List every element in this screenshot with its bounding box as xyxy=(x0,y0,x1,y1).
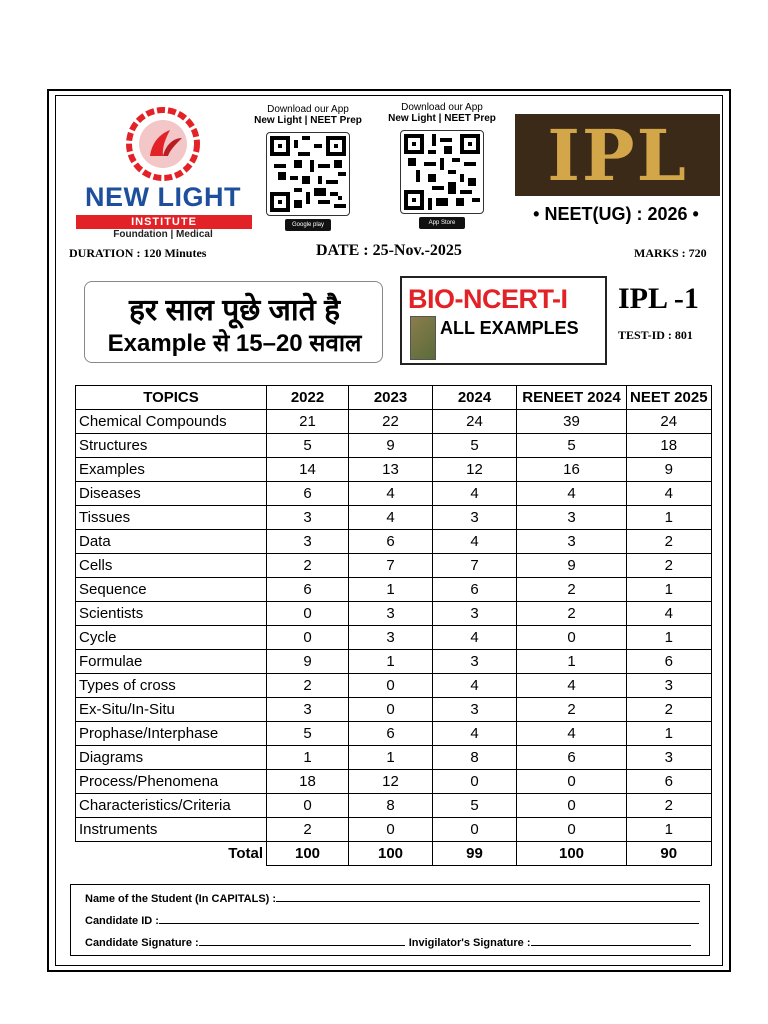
topic-name-cell: Instruments xyxy=(76,818,267,842)
topic-name-cell: Structures xyxy=(76,434,267,458)
topic-count-cell: 6 xyxy=(627,650,712,674)
topic-count-cell: 6 xyxy=(349,722,433,746)
topic-count-cell: 0 xyxy=(349,698,433,722)
topic-count-cell: 3 xyxy=(627,746,712,770)
topic-count-cell: 4 xyxy=(433,674,517,698)
topic-count-cell: 0 xyxy=(349,818,433,842)
topic-count-cell: 4 xyxy=(349,482,433,506)
topic-count-cell: 1 xyxy=(267,746,349,770)
topic-name-cell: Data xyxy=(76,530,267,554)
topic-count-cell: 1 xyxy=(627,818,712,842)
neet-exam-label: • NEET(UG) : 2026 • xyxy=(533,204,699,224)
invigilator-signature-label: Invigilator's Signature : xyxy=(408,937,531,949)
invigilator-signature-line[interactable] xyxy=(531,935,691,946)
new-light-logo xyxy=(70,104,256,238)
topic-count-cell: 1 xyxy=(349,578,433,602)
table-body xyxy=(76,410,712,842)
student-name-line[interactable] xyxy=(276,891,700,902)
qr-code-icon[interactable] xyxy=(266,132,350,216)
topic-name-cell: Ex-Situ/In-Situ xyxy=(76,698,267,722)
table-row xyxy=(76,770,712,794)
topic-name-cell: Prophase/Interphase xyxy=(76,722,267,746)
topic-count-cell: 4 xyxy=(627,482,712,506)
topic-name-cell: Chemical Compounds xyxy=(76,410,267,434)
topic-count-cell: 9 xyxy=(517,554,627,578)
table-row xyxy=(76,650,712,674)
hindi-banner-line2: Example से 15–20 सवाल xyxy=(107,330,362,357)
topic-count-cell: 6 xyxy=(267,482,349,506)
topic-name-cell: Sequence xyxy=(76,578,267,602)
topic-count-cell: 5 xyxy=(517,434,627,458)
topic-count-cell: 0 xyxy=(267,602,349,626)
total-cell: 100 xyxy=(267,842,349,866)
topic-count-cell: 6 xyxy=(433,578,517,602)
test-id-label: TEST-ID : 801 xyxy=(618,328,693,342)
topic-name-cell: Types of cross xyxy=(76,674,267,698)
topic-count-cell: 13 xyxy=(349,458,433,482)
total-cell: 90 xyxy=(627,842,712,866)
topic-count-cell: 1 xyxy=(627,722,712,746)
topic-count-cell: 8 xyxy=(433,746,517,770)
logo-institute-bar: INSTITUTE xyxy=(76,215,252,229)
table-row xyxy=(76,458,712,482)
topic-count-cell: 5 xyxy=(433,794,517,818)
topic-name-cell: Tissues xyxy=(76,506,267,530)
book-cover-icon xyxy=(410,316,436,360)
topic-count-cell: 6 xyxy=(517,746,627,770)
table-row xyxy=(76,698,712,722)
table-total-row xyxy=(76,842,712,866)
topic-count-cell: 5 xyxy=(433,434,517,458)
table-row xyxy=(76,794,712,818)
topic-count-cell: 18 xyxy=(267,770,349,794)
qr-download-label: Download our App xyxy=(401,102,483,113)
topic-count-cell: 2 xyxy=(517,602,627,626)
topic-count-cell: 0 xyxy=(433,818,517,842)
table-row xyxy=(76,482,712,506)
table-row xyxy=(76,602,712,626)
topic-count-cell: 8 xyxy=(349,794,433,818)
table-row xyxy=(76,674,712,698)
topic-count-cell: 3 xyxy=(433,698,517,722)
logo-name: NEW LIGHT xyxy=(85,182,241,212)
topic-count-cell: 1 xyxy=(627,578,712,602)
table-header-cell: 2024 xyxy=(433,386,517,410)
topic-count-cell: 3 xyxy=(349,602,433,626)
topic-count-cell: 4 xyxy=(517,674,627,698)
ipl-logo xyxy=(515,114,720,196)
topic-count-cell: 3 xyxy=(267,530,349,554)
marks-label: MARKS : 720 xyxy=(634,246,707,260)
student-name-row[interactable] xyxy=(85,891,700,905)
topic-count-cell: 1 xyxy=(627,626,712,650)
topic-count-cell: 4 xyxy=(433,530,517,554)
topic-count-cell: 9 xyxy=(349,434,433,458)
bio-ncert-banner xyxy=(400,276,607,365)
topic-count-cell: 39 xyxy=(517,410,627,434)
topic-count-cell: 1 xyxy=(349,746,433,770)
signature-row xyxy=(85,935,691,949)
topic-count-cell: 2 xyxy=(517,698,627,722)
topic-count-cell: 0 xyxy=(267,794,349,818)
candidate-id-label: Candidate ID : xyxy=(85,915,159,927)
topic-count-cell: 14 xyxy=(267,458,349,482)
topic-count-cell: 9 xyxy=(267,650,349,674)
ipl-logo-text: IPL xyxy=(547,114,688,197)
topic-count-cell: 24 xyxy=(433,410,517,434)
table-row xyxy=(76,722,712,746)
topic-count-cell: 16 xyxy=(517,458,627,482)
topic-count-cell: 18 xyxy=(627,434,712,458)
table-row xyxy=(76,746,712,770)
topic-count-cell: 6 xyxy=(349,530,433,554)
topic-name-cell: Diseases xyxy=(76,482,267,506)
qr-block-android xyxy=(244,104,372,231)
topic-count-cell: 2 xyxy=(627,698,712,722)
topic-count-cell: 2 xyxy=(627,794,712,818)
topic-count-cell: 7 xyxy=(349,554,433,578)
topic-count-cell: 2 xyxy=(267,818,349,842)
topic-count-cell: 1 xyxy=(627,506,712,530)
qr-app-name: New Light | NEET Prep xyxy=(388,113,496,124)
total-cell: 100 xyxy=(517,842,627,866)
topic-count-cell: 1 xyxy=(517,650,627,674)
qr-code-icon[interactable] xyxy=(400,130,484,214)
qr-block-ios xyxy=(378,102,506,229)
topic-count-cell: 2 xyxy=(517,578,627,602)
duration-label: DURATION : 120 Minutes xyxy=(69,246,207,260)
topic-count-cell: 6 xyxy=(267,578,349,602)
topic-count-cell: 4 xyxy=(433,626,517,650)
topic-name-cell: Examples xyxy=(76,458,267,482)
table-row xyxy=(76,554,712,578)
qr-download-label: Download our App xyxy=(267,104,349,115)
table-row xyxy=(76,818,712,842)
topic-count-cell: 7 xyxy=(433,554,517,578)
topic-count-cell: 0 xyxy=(517,626,627,650)
topic-count-cell: 21 xyxy=(267,410,349,434)
topic-count-cell: 3 xyxy=(433,602,517,626)
topic-count-cell: 4 xyxy=(349,506,433,530)
topics-table xyxy=(75,385,712,866)
total-label: Total xyxy=(76,842,267,866)
table-header-cell: NEET 2025 xyxy=(627,386,712,410)
table-header-cell: TOPICS xyxy=(76,386,267,410)
date-label: DATE : 25-Nov.-2025 xyxy=(316,242,462,259)
topic-count-cell: 3 xyxy=(517,530,627,554)
topic-count-cell: 2 xyxy=(627,530,712,554)
topic-count-cell: 4 xyxy=(517,722,627,746)
topic-count-cell: 0 xyxy=(267,626,349,650)
topic-count-cell: 2 xyxy=(267,674,349,698)
table-row xyxy=(76,530,712,554)
topic-count-cell: 5 xyxy=(267,434,349,458)
topic-name-cell: Scientists xyxy=(76,602,267,626)
topic-count-cell: 24 xyxy=(627,410,712,434)
hindi-banner xyxy=(84,281,383,363)
table-header-cell: 2023 xyxy=(349,386,433,410)
topic-count-cell: 4 xyxy=(433,482,517,506)
topic-count-cell: 2 xyxy=(627,554,712,578)
topic-count-cell: 0 xyxy=(517,818,627,842)
candidate-details-box xyxy=(70,884,710,956)
topic-count-cell: 12 xyxy=(433,458,517,482)
topic-count-cell: 3 xyxy=(433,506,517,530)
table-header-row xyxy=(76,386,712,410)
app-store-badge[interactable]: App Store xyxy=(419,217,465,229)
topic-count-cell: 3 xyxy=(267,506,349,530)
table-header-cell: RENEET 2024 xyxy=(517,386,627,410)
topic-name-cell: Diagrams xyxy=(76,746,267,770)
sheet-inner-border xyxy=(55,95,723,966)
topic-count-cell: 2 xyxy=(267,554,349,578)
table-row xyxy=(76,434,712,458)
candidate-id-row[interactable] xyxy=(85,913,699,927)
topic-count-cell: 0 xyxy=(349,674,433,698)
topic-name-cell: Cells xyxy=(76,554,267,578)
topic-count-cell: 0 xyxy=(517,770,627,794)
table-row xyxy=(76,410,712,434)
total-cell: 99 xyxy=(433,842,517,866)
bio-ncert-title: BIO-NCERT-I xyxy=(408,284,568,314)
hindi-banner-line1: हर साल पूछे जाते है xyxy=(128,294,341,327)
sheet-outer-border xyxy=(47,89,731,972)
topic-count-cell: 9 xyxy=(627,458,712,482)
topic-count-cell: 4 xyxy=(433,722,517,746)
topic-count-cell: 3 xyxy=(349,626,433,650)
topic-count-cell: 3 xyxy=(627,674,712,698)
topic-count-cell: 3 xyxy=(267,698,349,722)
topic-count-cell: 4 xyxy=(627,602,712,626)
topic-count-cell: 5 xyxy=(267,722,349,746)
table-header-cell: 2022 xyxy=(267,386,349,410)
topic-name-cell: Formulae xyxy=(76,650,267,674)
topic-count-cell: 4 xyxy=(517,482,627,506)
ipl-test-number: IPL -1 xyxy=(618,282,699,315)
table-row xyxy=(76,578,712,602)
topic-name-cell: Process/Phenomena xyxy=(76,770,267,794)
logo-subtitle: Foundation | Medical xyxy=(113,229,213,240)
topic-count-cell: 3 xyxy=(433,650,517,674)
topic-count-cell: 6 xyxy=(627,770,712,794)
candidate-signature-line[interactable] xyxy=(199,935,405,946)
logo-emblem-icon xyxy=(70,104,256,184)
topic-count-cell: 22 xyxy=(349,410,433,434)
google-play-badge[interactable]: Google play xyxy=(285,219,331,231)
topic-count-cell: 3 xyxy=(517,506,627,530)
candidate-signature-label: Candidate Signature : xyxy=(85,937,199,949)
total-cell: 100 xyxy=(349,842,433,866)
topic-count-cell: 0 xyxy=(433,770,517,794)
qr-app-name: New Light | NEET Prep xyxy=(254,115,362,126)
candidate-id-line[interactable] xyxy=(159,913,699,924)
topic-count-cell: 1 xyxy=(349,650,433,674)
student-name-label: Name of the Student (In CAPITALS) : xyxy=(85,893,277,905)
topic-count-cell: 0 xyxy=(517,794,627,818)
topic-count-cell: 12 xyxy=(349,770,433,794)
topic-name-cell: Characteristics/Criteria xyxy=(76,794,267,818)
table-row xyxy=(76,506,712,530)
table-row xyxy=(76,626,712,650)
topic-name-cell: Cycle xyxy=(76,626,267,650)
bio-ncert-subtitle: ALL EXAMPLES xyxy=(440,318,579,338)
